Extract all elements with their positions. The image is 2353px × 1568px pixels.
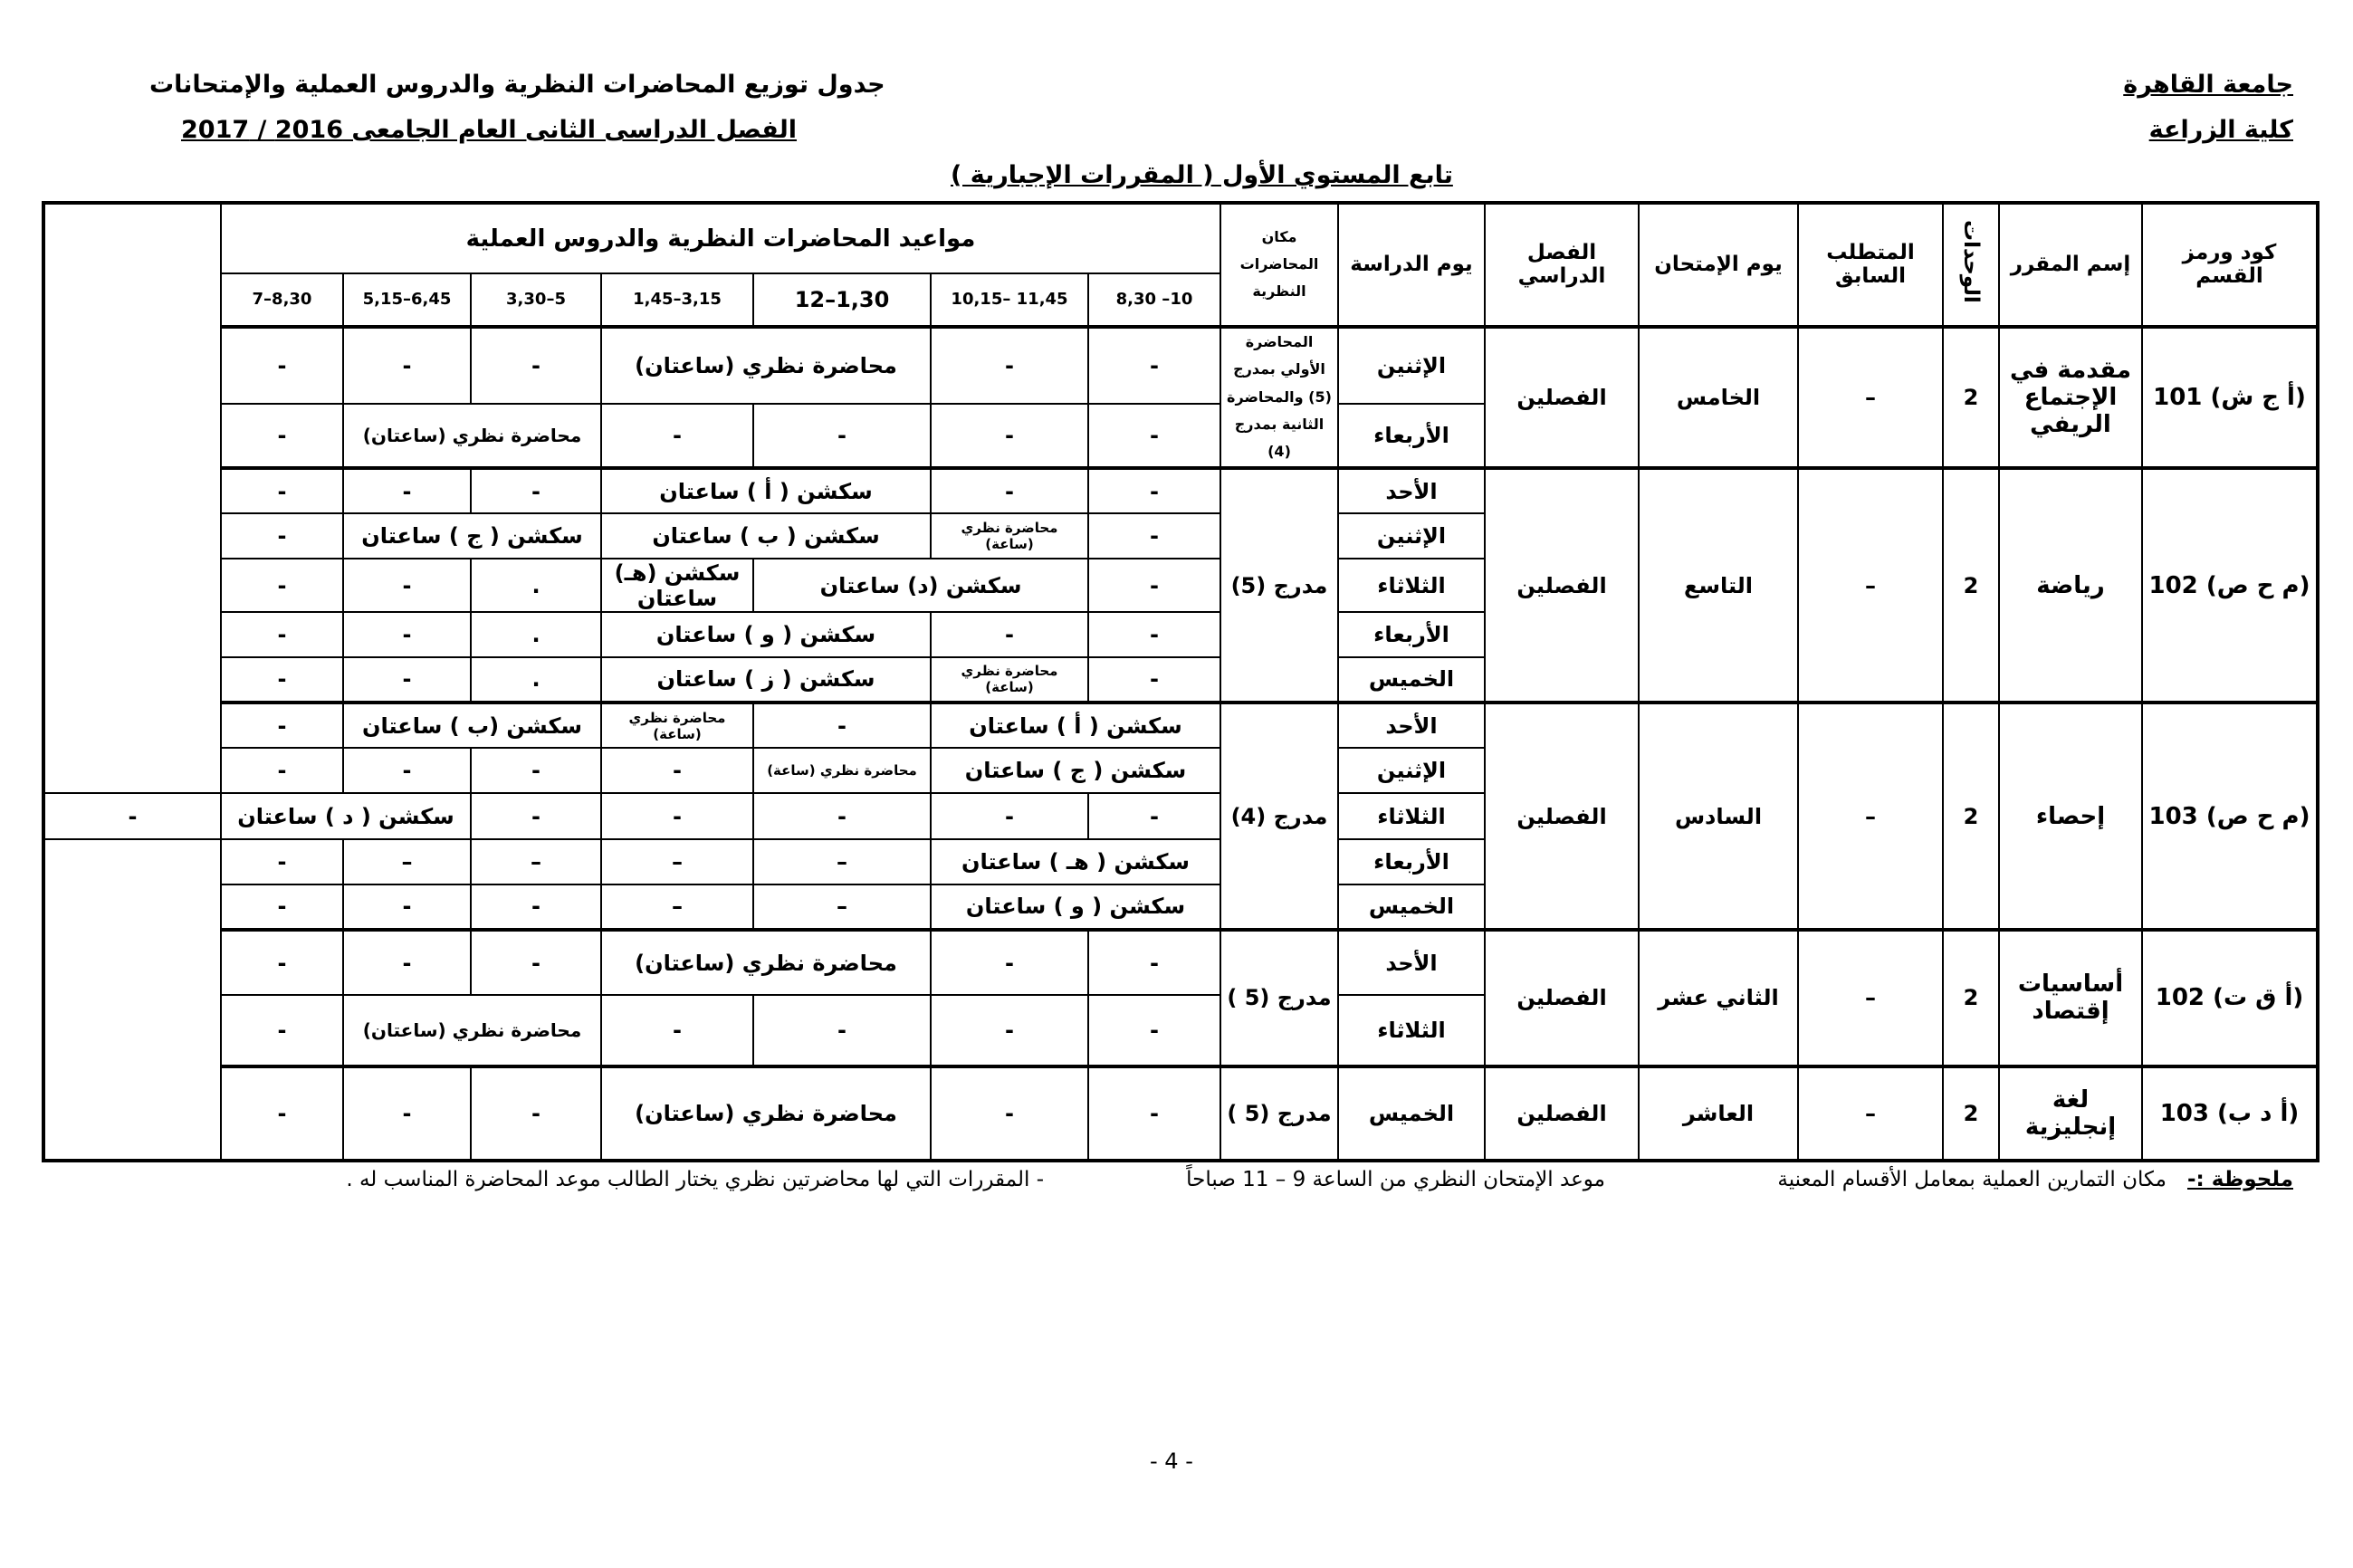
course-name: رياضة: [1999, 468, 2142, 703]
schedule-cell: -: [1088, 612, 1220, 657]
schedule-cell: -: [343, 884, 471, 930]
schedule-cell: محاضرة نظري (ساعتان): [601, 1066, 931, 1161]
course-term: الفصلين: [1485, 468, 1639, 703]
note-exam-time: موعد الإمتحان النظري من الساعة 9 – 11 صباحاً: [1186, 1168, 1605, 1191]
faculty-name: كلية الزراعة: [2148, 116, 2293, 144]
schedule-cell: -: [471, 327, 601, 405]
schedule-cell: سكشن ( ز ) ساعتان: [601, 657, 931, 703]
course-code: (م ح ص) 103: [2142, 703, 2318, 930]
study-day: الإثنين: [1338, 327, 1485, 405]
schedule-cell: سكشن ( د ) ساعتان: [221, 793, 471, 838]
course-name: أساسيات إقتصاد: [1999, 930, 2142, 1066]
lecture-place: المحاضرة الأولي بمدرج (5) والمحاضرة الثانية بمدرج (4): [1220, 327, 1338, 469]
schedule-cell: محاضرة نظري (ساعة): [931, 513, 1088, 559]
course-prereq: –: [1798, 327, 1943, 469]
schedule-cell: -: [221, 839, 343, 884]
study-day: الخميس: [1338, 657, 1485, 703]
schedule-cell: -: [221, 468, 343, 513]
schedule-cell: -: [931, 468, 1088, 513]
note-lab-location: مكان التمارين العملية بمعامل الأقسام المعنية: [1777, 1168, 2166, 1191]
course-term: الفصلين: [1485, 327, 1639, 469]
schedule-cell: -: [343, 559, 471, 611]
schedule-cell: -: [43, 793, 221, 838]
schedule-cell: -: [1088, 995, 1220, 1066]
schedule-cell: -: [931, 930, 1088, 995]
col-course-header: إسم المقرر: [1999, 203, 2142, 327]
schedule-cell: .: [471, 657, 601, 703]
schedule-cell: -: [931, 793, 1088, 838]
schedule-cell: -: [343, 930, 471, 995]
schedule-cell: –: [753, 839, 931, 884]
schedule-cell: –: [601, 839, 753, 884]
slot-header-6: 6,45–5,15: [343, 273, 471, 326]
table-row: [43, 327, 2318, 405]
schedule-cell: -: [931, 404, 1088, 468]
schedule-cell: سكشن ( ب ) ساعتان: [601, 513, 931, 559]
lecture-place: مدرج (5 ): [1220, 930, 1338, 1066]
slot-header-7: 8,30–7: [221, 273, 343, 326]
lecture-place: مدرج (4): [1220, 703, 1338, 930]
course-code: (أ ق ت) 102: [2142, 930, 2318, 1066]
schedule-cell: محاضرة نظري (ساعة): [601, 703, 753, 748]
schedule-cell: -: [931, 1066, 1088, 1161]
schedule-cell: .: [471, 559, 601, 611]
study-day: الثلاثاء: [1338, 793, 1485, 838]
course-name: مقدمة في الإجتماع الريفي: [1999, 327, 2142, 469]
schedule-cell: -: [753, 995, 931, 1066]
schedule-cell: -: [1088, 468, 1220, 513]
page-number: - 4 -: [1150, 1448, 1193, 1474]
course-term: الفصلين: [1485, 1066, 1639, 1161]
col-times-group-header: مواعيد المحاضرات النظرية والدروس العملية: [221, 203, 1220, 273]
course-term: الفصلين: [1485, 703, 1639, 930]
schedule-cell: –: [471, 839, 601, 884]
course-name: إحصاء: [1999, 703, 2142, 930]
schedule-cell: -: [753, 703, 931, 748]
table-row: [43, 1066, 2318, 1161]
schedule-cell: -: [343, 748, 471, 793]
schedule-cell: -: [343, 468, 471, 513]
col-prereq-header: المتطلب السابق: [1798, 203, 1943, 327]
schedule-cell: سكشن ( هـ ) ساعتان: [931, 839, 1220, 884]
schedule-cell: -: [601, 995, 753, 1066]
header-row: [43, 203, 2318, 273]
schedule-cell: محاضرة نظري (ساعتان): [601, 327, 931, 405]
schedule-cell: سكشن ( أ ) ساعتان: [601, 468, 931, 513]
schedule-cell: محاضرة نظري (ساعتان): [343, 995, 601, 1066]
schedule-cell: سكشن ( أ ) ساعتان: [931, 703, 1220, 748]
schedule-cell: .: [471, 612, 601, 657]
lecture-place: مدرج (5): [1220, 468, 1338, 703]
schedule-cell: –: [601, 884, 753, 930]
col-units-label: الوحدات: [1959, 220, 1983, 304]
course-prereq: –: [1798, 930, 1943, 1066]
schedule-cell: -: [1088, 657, 1220, 703]
schedule-cell: -: [931, 327, 1088, 405]
schedule-cell: -: [471, 884, 601, 930]
course-units: 2: [1943, 468, 1999, 703]
university-name: جامعة القاهرة: [2123, 71, 2293, 99]
course-name: لغة إنجليزية: [1999, 1066, 2142, 1161]
course-exam-day: التاسع: [1639, 468, 1798, 703]
lecture-place: مدرج (5 ): [1220, 1066, 1338, 1161]
schedule-cell: –: [753, 884, 931, 930]
schedule-cell: -: [753, 793, 931, 838]
study-day: الثلاثاء: [1338, 995, 1485, 1066]
course-units: 2: [1943, 703, 1999, 930]
schedule-cell: محاضرة نظري (ساعتان): [601, 930, 931, 995]
study-day: الأحد: [1338, 468, 1485, 513]
note-lecture-choice: - المقررات التي لها محاضرتين نظري يختار الطالب موعد المحاضرة المناسب له .: [346, 1168, 1044, 1191]
course-prereq: –: [1798, 1066, 1943, 1161]
study-day: الخميس: [1338, 1066, 1485, 1161]
study-day: الثلاثاء: [1338, 559, 1485, 611]
course-units: 2: [1943, 1066, 1999, 1161]
col-units-header: [1943, 203, 1999, 327]
schedule-cell: سكشن (ب ) ساعتان: [343, 703, 601, 748]
table-row: [43, 930, 2318, 995]
schedule-cell: -: [601, 793, 753, 838]
col-code-header: كود ورمز القسم: [2142, 203, 2318, 327]
schedule-cell: -: [1088, 930, 1220, 995]
schedule-cell: -: [1088, 1066, 1220, 1161]
schedule-cell: -: [753, 404, 931, 468]
slot-header-2: 11,45 –10,15: [931, 273, 1088, 326]
course-exam-day: الثاني عشر: [1639, 930, 1798, 1066]
study-day: الإثنين: [1338, 513, 1485, 559]
schedule-cell: -: [221, 327, 343, 405]
study-day: الأربعاء: [1338, 404, 1485, 468]
schedule-cell: -: [221, 703, 343, 748]
footnote: [60, 1168, 2293, 1240]
schedule-cell: -: [471, 468, 601, 513]
schedule-cell: -: [343, 657, 471, 703]
schedule-cell: -: [221, 404, 343, 468]
course-code: (أ ج ش) 101: [2142, 327, 2318, 469]
schedule-cell: -: [221, 1066, 343, 1161]
schedule-cell: -: [221, 995, 343, 1066]
schedule-cell: سكشن (هـ) ساعتان: [601, 559, 753, 611]
col-place-header: مكان المحاضرات النظرية: [1220, 203, 1338, 327]
study-day: الإثنين: [1338, 748, 1485, 793]
slot-header-4: 3,15–1,45: [601, 273, 753, 326]
schedule-cell: -: [221, 612, 343, 657]
course-units: 2: [1943, 327, 1999, 469]
schedule-cell: -: [601, 404, 753, 468]
schedule-cell: -: [221, 513, 343, 559]
schedule-cell: -: [1088, 327, 1220, 405]
study-day: الأحد: [1338, 930, 1485, 995]
schedule-cell: محاضرة نظري (ساعة): [753, 748, 931, 793]
schedule-cell: سكشن ( و ) ساعتان: [601, 612, 931, 657]
table-row: [43, 703, 2318, 748]
study-day: الأربعاء: [1338, 839, 1485, 884]
course-exam-day: الخامس: [1639, 327, 1798, 469]
schedule-cell: -: [343, 612, 471, 657]
schedule-cell: -: [343, 1066, 471, 1161]
study-day: الأربعاء: [1338, 612, 1485, 657]
course-prereq: –: [1798, 703, 1943, 930]
schedule-cell: -: [221, 559, 343, 611]
note-label: ملحوظة :-: [2187, 1168, 2293, 1191]
schedule-cell: -: [1088, 793, 1220, 838]
schedule-cell: -: [1088, 559, 1220, 611]
col-term-header: الفصل الدراسي: [1485, 203, 1639, 327]
schedule-cell: -: [471, 930, 601, 995]
schedule-cell: -: [931, 995, 1088, 1066]
schedule-cell: -: [601, 748, 753, 793]
schedule-cell: محاضرة نظري (ساعتان): [343, 404, 601, 468]
course-units: 2: [1943, 930, 1999, 1066]
schedule-cell: -: [221, 884, 343, 930]
slot-header-1: 10– 8,30: [1088, 273, 1220, 326]
schedule-cell: -: [221, 748, 343, 793]
schedule-cell: –: [343, 839, 471, 884]
schedule-cell: -: [1088, 513, 1220, 559]
schedule-cell: -: [471, 1066, 601, 1161]
course-term: الفصلين: [1485, 930, 1639, 1066]
course-code: (م ح ص) 102: [2142, 468, 2318, 703]
level-subtitle: تابع المستوي الأول ( المقررات الإجبارية ): [951, 161, 1453, 189]
schedule-cell: محاضرة نظري (ساعة): [931, 657, 1088, 703]
course-exam-day: السادس: [1639, 703, 1798, 930]
schedule-cell: سكشن ( ج ) ساعتان: [343, 513, 601, 559]
course-prereq: –: [1798, 468, 1943, 703]
schedule-cell: -: [1088, 404, 1220, 468]
course-exam-day: العاشر: [1639, 1066, 1798, 1161]
schedule-table: [42, 201, 2320, 1162]
schedule-title: جدول توزيع المحاضرات النظرية والدروس العملية والإمتحانات: [149, 71, 885, 99]
schedule-cell: -: [931, 612, 1088, 657]
schedule-cell: -: [343, 327, 471, 405]
course-code: (أ د ب) 103: [2142, 1066, 2318, 1161]
study-day: الخميس: [1338, 884, 1485, 930]
semester-line: الفصل الدراسى الثانى العام الجامعى 2016 / 2017: [181, 116, 798, 144]
table-row: [43, 468, 2318, 513]
slot-header-3: 1,30–12: [753, 273, 931, 326]
schedule-cell: -: [471, 748, 601, 793]
schedule-cell: سكشن ( ج ) ساعتان: [931, 748, 1220, 793]
col-exam-day-header: يوم الإمتحان: [1639, 203, 1798, 327]
schedule-cell: سكشن (د) ساعتان: [753, 559, 1088, 611]
schedule-cell: -: [221, 930, 343, 995]
slot-header-5: 5–3,30: [471, 273, 601, 326]
schedule-cell: سكشن ( و ) ساعتان: [931, 884, 1220, 930]
study-day: الأحد: [1338, 703, 1485, 748]
schedule-cell: -: [221, 657, 343, 703]
col-study-day-header: يوم الدراسة: [1338, 203, 1485, 327]
schedule-cell: -: [471, 793, 601, 838]
